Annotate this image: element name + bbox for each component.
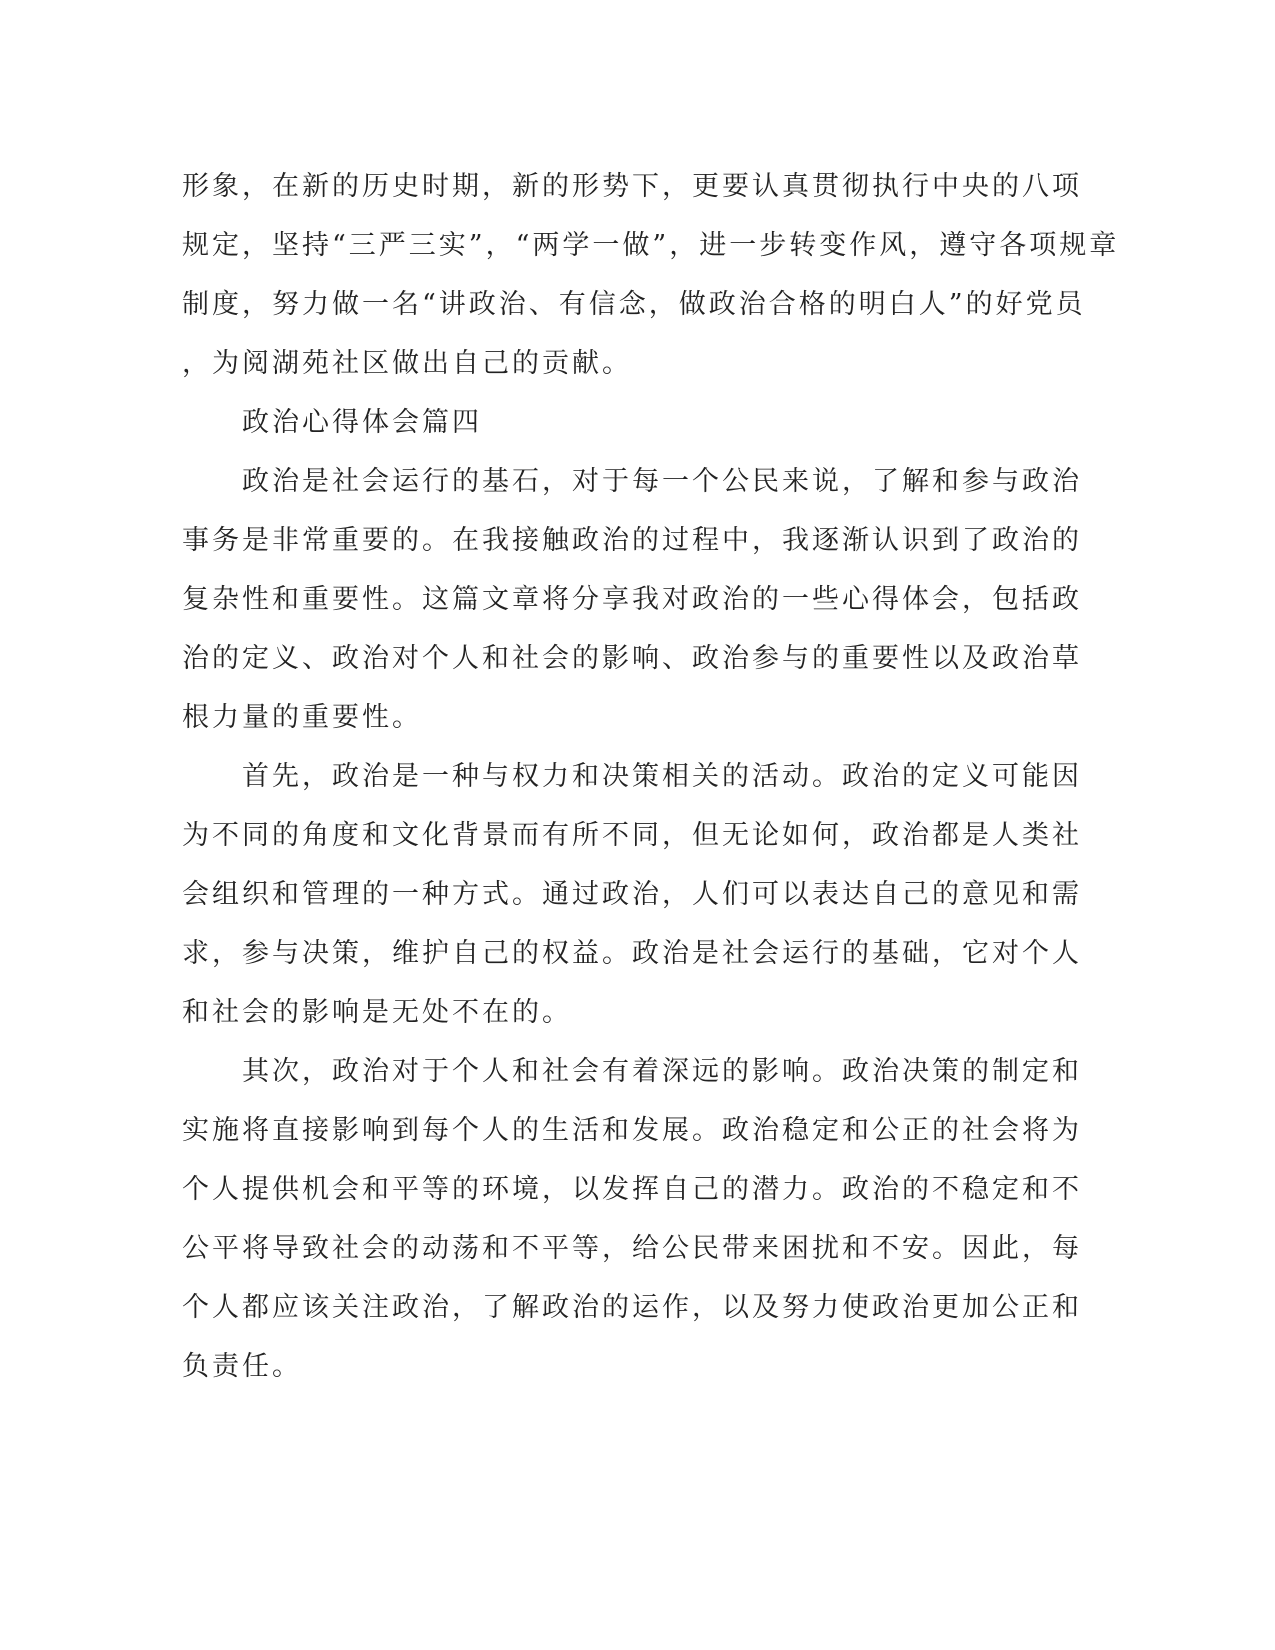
text-line: 规定，坚持“三严三实”，“两学一做”，进一步转变作风，遵守各项规章 xyxy=(182,230,1120,261)
text-line: 根力量的重要性。 xyxy=(182,702,422,733)
text-line: 公平将导致社会的动荡和不平等，给公民带来困扰和不安。因此，每 xyxy=(182,1233,1082,1264)
text-line: 为不同的角度和文化背景而有所不同，但无论如何，政治都是人类社 xyxy=(182,820,1082,851)
text-line: 形象，在新的历史时期，新的形势下，更要认真贯彻执行中央的八项 xyxy=(182,171,1082,202)
section-heading: 政治心得体会篇四 xyxy=(182,407,482,438)
document-body xyxy=(182,157,1120,1396)
text-line: 复杂性和重要性。这篇文章将分享我对政治的一些心得体会，包括政 xyxy=(182,584,1082,615)
text-line: 首先，政治是一种与权力和决策相关的活动。政治的定义可能因 xyxy=(182,761,1082,792)
text-line: 求，参与决策，维护自己的权益。政治是社会运行的基础，它对个人 xyxy=(182,938,1082,969)
text-line: 事务是非常重要的。在我接触政治的过程中，我逐渐认识到了政治的 xyxy=(182,525,1082,556)
text-line: 个人都应该关注政治，了解政治的运作，以及努力使政治更加公正和 xyxy=(182,1292,1082,1323)
text-line: 治的定义、政治对个人和社会的影响、政治参与的重要性以及政治草 xyxy=(182,643,1082,674)
text-line: ，为阅湖苑社区做出自己的贡献。 xyxy=(182,348,632,379)
text-line: 会组织和管理的一种方式。通过政治，人们可以表达自己的意见和需 xyxy=(182,879,1082,910)
text-line: 制度，努力做一名“讲政治、有信念，做政治合格的明白人”的好党员 xyxy=(182,289,1086,320)
text-line: 其次，政治对于个人和社会有着深远的影响。政治决策的制定和 xyxy=(182,1056,1082,1087)
text-line: 政治是社会运行的基石，对于每一个公民来说，了解和参与政治 xyxy=(182,466,1082,497)
text-line: 负责任。 xyxy=(182,1351,302,1382)
text-line: 实施将直接影响到每个人的生活和发展。政治稳定和公正的社会将为 xyxy=(182,1115,1082,1146)
text-line: 个人提供机会和平等的环境，以发挥自己的潜力。政治的不稳定和不 xyxy=(182,1174,1082,1205)
text-line: 和社会的影响是无处不在的。 xyxy=(182,997,572,1028)
